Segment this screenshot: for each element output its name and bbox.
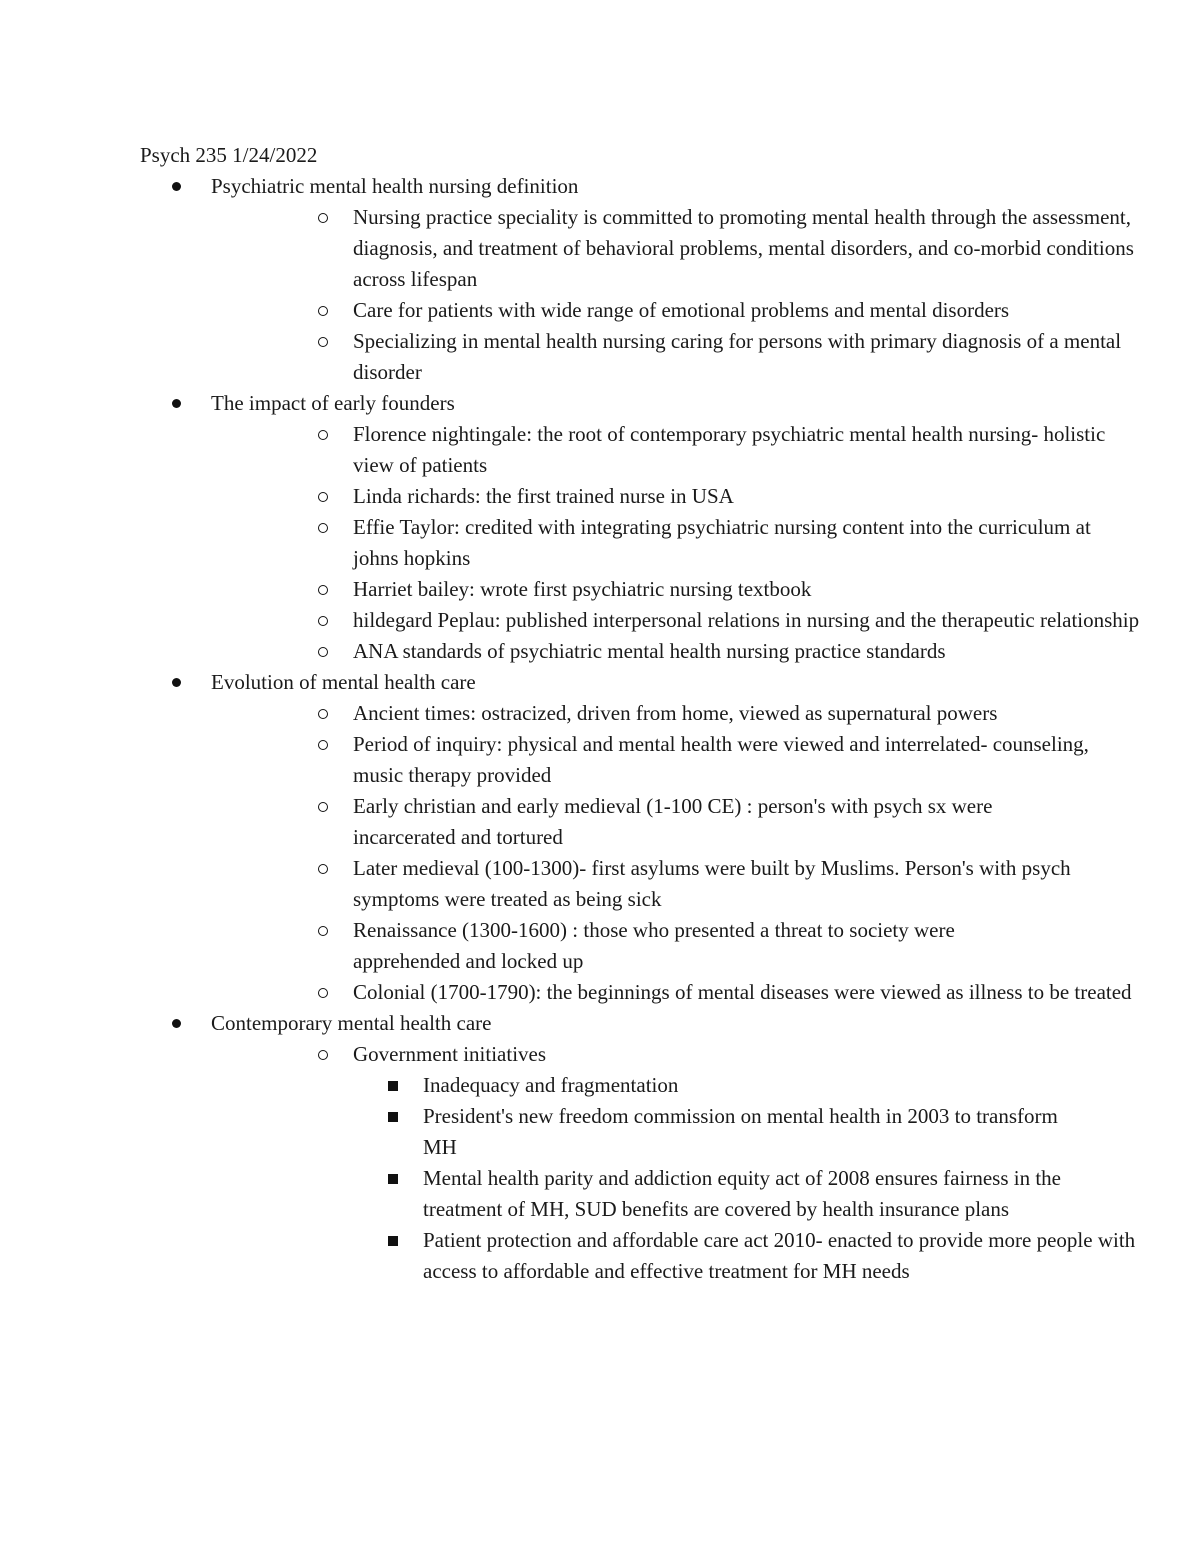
document-title: Psych 235 1/24/2022 (140, 143, 318, 167)
list-item-text: Care for patients with wide range of emotional problems and mental disorders (353, 298, 1010, 322)
outline-section (140, 1008, 1136, 1287)
filled-circle-bullet-icon (166, 1008, 186, 1039)
list-item-text: Linda richards: the first trained nurse in USA (353, 484, 734, 508)
hollow-circle-bullet-icon (313, 1039, 333, 1070)
hollow-circle-bullet-icon (313, 326, 333, 357)
list-item-text: Harriet bailey: wrote first psychiatric nursing textbook (353, 577, 812, 601)
list-item (211, 636, 1080, 667)
hollow-circle-bullet-icon (313, 853, 333, 884)
outline-list (140, 171, 1140, 1287)
filled-circle-bullet-icon (166, 388, 186, 419)
hollow-circle-bullet-icon (313, 295, 333, 326)
list-item (211, 605, 1140, 636)
list-item (211, 698, 1080, 729)
list-item (211, 1070, 1080, 1101)
list-item (211, 853, 1080, 915)
list-item-text: Effie Taylor: credited with integrating psychiatric nursing content into the curriculum at johns hopkins (353, 515, 1091, 570)
list-item (211, 419, 1106, 481)
outline-section (140, 388, 1140, 667)
list-item (211, 1163, 1080, 1225)
hollow-circle-bullet-icon (313, 698, 333, 729)
filled-square-bullet-icon (383, 1070, 403, 1101)
hollow-circle-bullet-icon (313, 636, 333, 667)
list-item (211, 512, 1091, 574)
sub-list (211, 1039, 1136, 1287)
hollow-circle-bullet-icon (313, 791, 333, 822)
list-item (211, 915, 1080, 977)
list-item (211, 295, 1080, 326)
list-item-text: President's new freedom commission on mental health in 2003 to transform MH (423, 1104, 1058, 1159)
list-item (211, 1101, 1080, 1163)
list-item-text: Colonial (1700-1790): the beginnings of mental diseases were viewed as illness to be treated (353, 980, 1132, 1004)
list-item-text: Ancient times: ostracized, driven from home, viewed as supernatural powers (353, 701, 998, 725)
outline-section (140, 171, 1134, 388)
filled-square-bullet-icon (383, 1225, 403, 1256)
hollow-circle-bullet-icon (313, 419, 333, 450)
hollow-circle-bullet-icon (313, 605, 333, 636)
list-item-text: Patient protection and affordable care act 2010- enacted to provide more people with access to affordable and effective treatment for MH needs (423, 1228, 1136, 1283)
list-item (211, 977, 1132, 1008)
list-item-text: Period of inquiry: physical and mental health were viewed and interrelated- counseling, music therapy provided (353, 732, 1089, 787)
hollow-circle-bullet-icon (313, 977, 333, 1008)
list-item (211, 729, 1089, 791)
list-item (211, 791, 1080, 853)
list-item (211, 574, 1080, 605)
section-heading: Evolution of mental health care (211, 670, 476, 694)
list-item (211, 481, 1080, 512)
section-heading: The impact of early founders (211, 391, 455, 415)
filled-square-bullet-icon (383, 1101, 403, 1132)
list-item-text: Specializing in mental health nursing caring for persons with primary diagnosis of a mental disorder (353, 329, 1122, 384)
list-item (211, 202, 1134, 295)
list-item-text: Inadequacy and fragmentation (423, 1073, 679, 1097)
section-heading: Contemporary mental health care (211, 1011, 492, 1035)
list-item-text: hildegard Peplau: published interpersonal relations in nursing and the therapeutic relationship (353, 608, 1140, 632)
list-item (211, 1039, 1136, 1287)
list-item-text: Florence nightingale: the root of contemporary psychiatric mental health nursing- holistic view of patients (353, 422, 1106, 477)
document-page (140, 140, 1140, 1287)
sub-list (211, 419, 1140, 667)
hollow-circle-bullet-icon (313, 512, 333, 543)
filled-circle-bullet-icon (166, 171, 186, 202)
hollow-circle-bullet-icon (313, 574, 333, 605)
hollow-circle-bullet-icon (313, 202, 333, 233)
hollow-circle-bullet-icon (313, 481, 333, 512)
list-item-text: Renaissance (1300-1600) : those who presented a threat to society were apprehended and locked up (353, 918, 955, 973)
outline-section (140, 667, 1132, 1008)
hollow-circle-bullet-icon (313, 729, 333, 760)
list-item-text: Mental health parity and addiction equity act of 2008 ensures fairness in the treatment of MH, SUD benefits are covered by health insurance plans (423, 1166, 1061, 1221)
sub-list (211, 698, 1132, 1008)
section-heading: Psychiatric mental health nursing definition (211, 174, 579, 198)
sub-list (211, 202, 1134, 388)
hollow-circle-bullet-icon (313, 915, 333, 946)
list-item-text: Nursing practice speciality is committed to promoting mental health through the assessment, diagnosis, and treatment of behavioral problems, mental disorders, and co-morbid conditions across lifespan (353, 205, 1134, 291)
list-item-text: Early christian and early medieval (1-100 CE) : person's with psych sx were incarcerated and tortured (353, 794, 993, 849)
filled-circle-bullet-icon (166, 667, 186, 698)
list-item-text: ANA standards of psychiatric mental health nursing practice standards (353, 639, 946, 663)
sub-sub-list (211, 1070, 1136, 1287)
list-item (211, 1225, 1136, 1287)
list-item (211, 326, 1122, 388)
list-item-text: Later medieval (100-1300)- first asylums were built by Muslims. Person's with psych symptoms were treated as being sick (353, 856, 1071, 911)
list-item-text: Government initiatives (353, 1042, 547, 1066)
filled-square-bullet-icon (383, 1163, 403, 1194)
